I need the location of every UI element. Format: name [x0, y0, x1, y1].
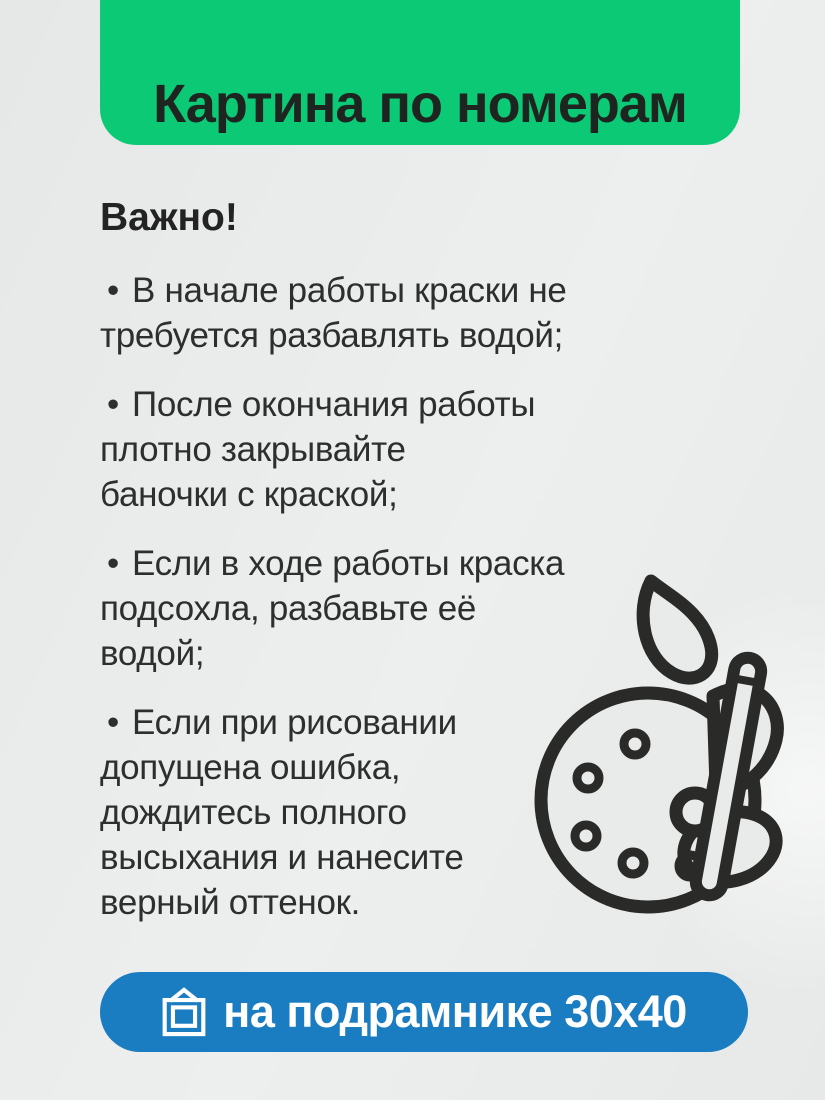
instruction-line: требуется разбавлять водой;: [100, 316, 564, 355]
instruction-line: • После окончания работы: [100, 382, 660, 427]
brush-bristles: [643, 581, 712, 678]
instruction-item: [100, 382, 660, 517]
instruction-line: дождитесь полного: [100, 793, 407, 832]
instruction-line: подсохла, разбавьте её: [100, 589, 477, 628]
footer-label: на подрамнике 30x40: [223, 986, 687, 1037]
instruction-line: допущена ошибка,: [100, 748, 401, 787]
bullet-dot: •: [107, 271, 119, 310]
picture-frame-icon: [161, 986, 207, 1038]
page-title: Картина по номерам: [153, 74, 687, 134]
footer-banner: [100, 972, 748, 1052]
instruction-line: • В начале работы краски не: [100, 268, 660, 313]
brush-ferrule: [733, 678, 760, 683]
bullet-dot: •: [107, 544, 119, 583]
important-heading: Важно!: [100, 196, 238, 239]
bullet-dot: •: [107, 385, 119, 424]
instruction-line: высыхания и нанесите: [100, 838, 464, 877]
instruction-line: верный оттенок.: [100, 883, 361, 922]
instruction-line: плотно закрывайте: [100, 430, 406, 469]
instruction-line: • Если в ходе работы краска: [100, 541, 660, 586]
instruction-line: водой;: [100, 634, 205, 673]
instruction-line: баночки с краской;: [100, 475, 398, 514]
bullet-dot: •: [107, 703, 119, 742]
header-banner: [100, 0, 740, 145]
palette-and-brush-icon: [505, 555, 825, 955]
instruction-line: • Если при рисовании: [100, 700, 660, 745]
instruction-item: [100, 268, 660, 358]
